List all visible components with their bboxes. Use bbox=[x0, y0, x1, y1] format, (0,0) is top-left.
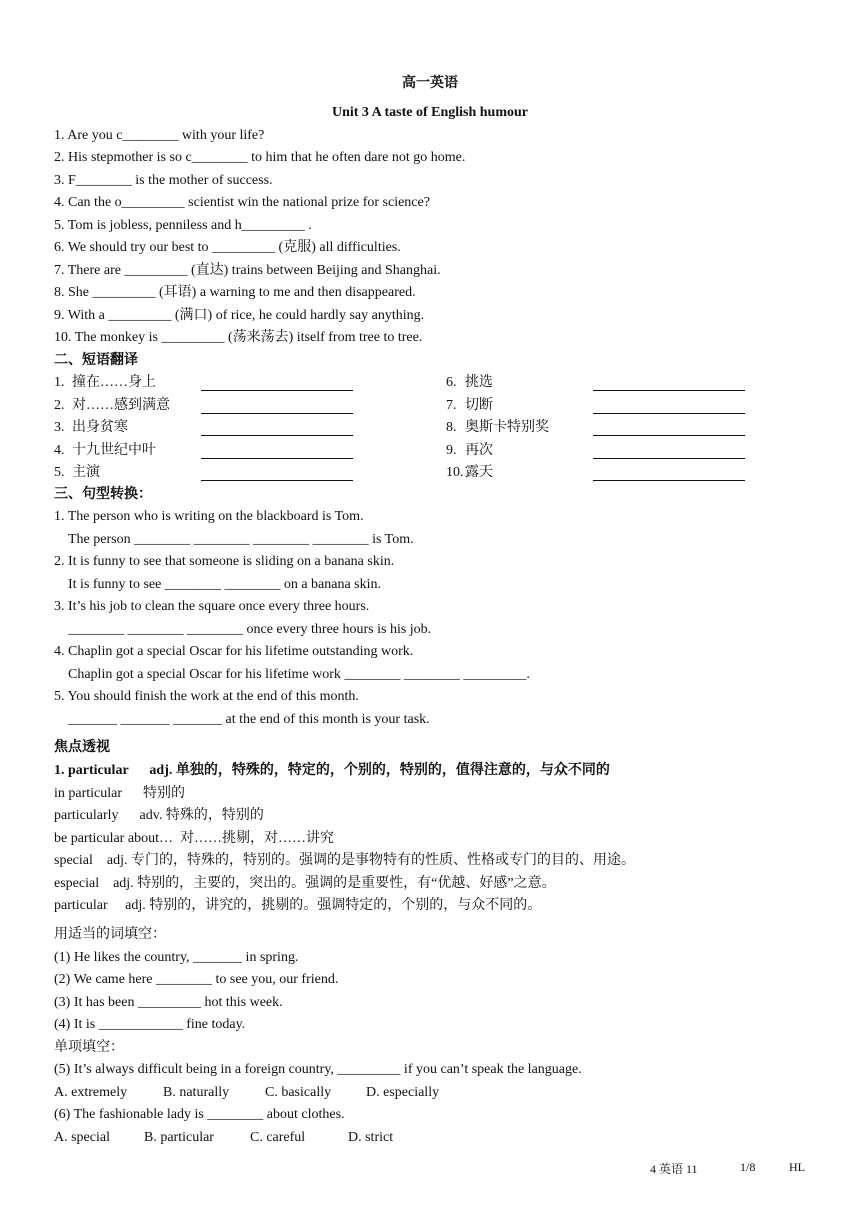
answer-line bbox=[593, 413, 745, 414]
fill-question: (4) It is ____________ fine today. bbox=[54, 1017, 246, 1032]
section-heading-phrase-translation: 二、短语翻译 bbox=[54, 353, 138, 368]
answer-line bbox=[201, 390, 353, 391]
option-d: D. strict bbox=[348, 1130, 394, 1145]
answer-line bbox=[201, 413, 353, 414]
footer-page-number: 1/8 bbox=[740, 1160, 756, 1174]
section-heading-focus: 焦点透视 bbox=[54, 740, 110, 755]
footer-initials: HL bbox=[789, 1160, 805, 1174]
phrase-number: 8. bbox=[446, 420, 457, 435]
sentence-rewrite: The person ________ ________ ________ ________ is Tom. bbox=[68, 532, 414, 547]
choice-question-6: (6) The fashionable lady is ________ about clothes. bbox=[54, 1107, 345, 1122]
choice-heading: 单项填空： bbox=[54, 1040, 124, 1055]
phrase-text: 撞在……身上 bbox=[72, 375, 156, 390]
option-b: B. particular bbox=[144, 1130, 214, 1145]
word-fill-line-2: 2. His stepmother is so c________ to him that he often dare not go home. bbox=[54, 150, 466, 165]
answer-line bbox=[593, 458, 745, 459]
phrase-text: 切断 bbox=[465, 398, 493, 413]
phrase-number: 6. bbox=[446, 375, 457, 390]
page-title: 高一英语 bbox=[402, 76, 458, 91]
sentence-original: 4. Chaplin got a special Oscar for his lifetime outstanding work. bbox=[54, 644, 414, 659]
vocab-note: particularly adv. 特殊的，特别的 bbox=[54, 808, 264, 823]
sentence-rewrite: It is funny to see ________ ________ on a banana skin. bbox=[68, 577, 382, 592]
fill-question: (1) He likes the country, _______ in spring. bbox=[54, 950, 299, 965]
phrase-number: 9. bbox=[446, 443, 457, 458]
word-fill-line-8: 8. She _________ (耳语) a warning to me and then disappeared. bbox=[54, 285, 416, 300]
section-heading-sentence-transformation: 三、句型转换： bbox=[54, 487, 152, 502]
word-fill-line-4: 4. Can the o_________ scientist win the national prize for science? bbox=[54, 195, 430, 210]
answer-line bbox=[593, 480, 745, 481]
option-d: D. especially bbox=[366, 1085, 440, 1100]
sentence-original: 5. You should finish the work at the end of this month. bbox=[54, 689, 359, 704]
vocab-note: in particular 特别的 bbox=[54, 786, 186, 801]
option-c: C. careful bbox=[250, 1130, 306, 1145]
choice-question-5: (5) It’s always difficult being in a foreign country, _________ if you can’t speak the language. bbox=[54, 1062, 582, 1077]
vocab-note: be particular about… 对……挑剔，对……讲究 bbox=[54, 831, 334, 846]
sentence-original: 2. It is funny to see that someone is sliding on a banana skin. bbox=[54, 554, 395, 569]
answer-line bbox=[593, 435, 745, 436]
option-b: B. naturally bbox=[163, 1085, 230, 1100]
phrase-number: 2. bbox=[54, 398, 65, 413]
phrase-number: 7. bbox=[446, 398, 457, 413]
fill-heading: 用适当的词填空： bbox=[54, 927, 166, 942]
fill-question: (2) We came here ________ to see you, our friend. bbox=[54, 972, 339, 987]
vocab-note: special adj. 专门的，特殊的，特别的。强调的是事物特有的性质、性格或专门的目的、用途。 bbox=[54, 853, 635, 868]
phrase-number: 1. bbox=[54, 375, 65, 390]
sentence-rewrite: ________ ________ ________ once every three hours is his job. bbox=[68, 622, 432, 637]
phrase-text: 出身贫寒 bbox=[72, 420, 128, 435]
sentence-original: 3. It’s his job to clean the square once every three hours. bbox=[54, 599, 370, 614]
answer-line bbox=[593, 390, 745, 391]
word-fill-line-3: 3. F________ is the mother of success. bbox=[54, 173, 273, 188]
word-fill-line-9: 9. With a _________ (满口) of rice, he could hardly say anything. bbox=[54, 308, 425, 323]
answer-line bbox=[201, 458, 353, 459]
unit-title: Unit 3 A taste of English humour bbox=[331, 105, 529, 120]
phrase-number: 4. bbox=[54, 443, 65, 458]
word-fill-line-10: 10. The monkey is _________ (荡来荡去) itself from tree to tree. bbox=[54, 330, 423, 345]
vocab-note: particular adj. 特别的，讲究的，挑剔的。强调特定的，个别的，与众不同的。 bbox=[54, 898, 542, 913]
answer-line bbox=[201, 480, 353, 481]
phrase-number: 3. bbox=[54, 420, 65, 435]
option-a: A. extremely bbox=[54, 1085, 128, 1100]
phrase-text: 十九世纪中叶 bbox=[72, 443, 156, 458]
option-c: C. basically bbox=[265, 1085, 332, 1100]
vocab-entry-title: 1. particular adj. 单独的，特殊的，特定的，个别的，特别的，值得注意的，与众不同的 bbox=[54, 763, 610, 778]
answer-line bbox=[201, 435, 353, 436]
vocab-note: especial adj. 特别的，主要的，突出的。强调的是重要性，有“优越、好感”之意。 bbox=[54, 876, 556, 891]
phrase-text: 挑选 bbox=[465, 375, 493, 390]
word-fill-line-7: 7. There are _________ (直达) trains between Beijing and Shanghai. bbox=[54, 263, 441, 278]
footer-code: 4 英语 11 bbox=[650, 1162, 698, 1176]
sentence-rewrite: Chaplin got a special Oscar for his lifetime work ________ ________ _________. bbox=[68, 667, 530, 682]
option-a: A. special bbox=[54, 1130, 110, 1145]
fill-question: (3) It has been _________ hot this week. bbox=[54, 995, 283, 1010]
sentence-rewrite: _______ _______ _______ at the end of this month is your task. bbox=[68, 712, 430, 727]
word-fill-line-1: 1. Are you c________ with your life? bbox=[54, 128, 265, 143]
phrase-text: 再次 bbox=[465, 443, 493, 458]
word-fill-line-5: 5. Tom is jobless, penniless and h_________ . bbox=[54, 218, 312, 233]
phrase-number: 5. bbox=[54, 465, 65, 480]
word-fill-line-6: 6. We should try our best to _________ (克服) all difficulties. bbox=[54, 240, 401, 255]
phrase-text: 对……感到满意 bbox=[72, 398, 170, 413]
phrase-text: 露天 bbox=[465, 465, 493, 480]
phrase-number: 10. bbox=[446, 465, 464, 480]
sentence-original: 1. The person who is writing on the blackboard is Tom. bbox=[54, 509, 364, 524]
phrase-text: 奥斯卡特别奖 bbox=[465, 420, 549, 435]
phrase-text: 主演 bbox=[72, 465, 100, 480]
